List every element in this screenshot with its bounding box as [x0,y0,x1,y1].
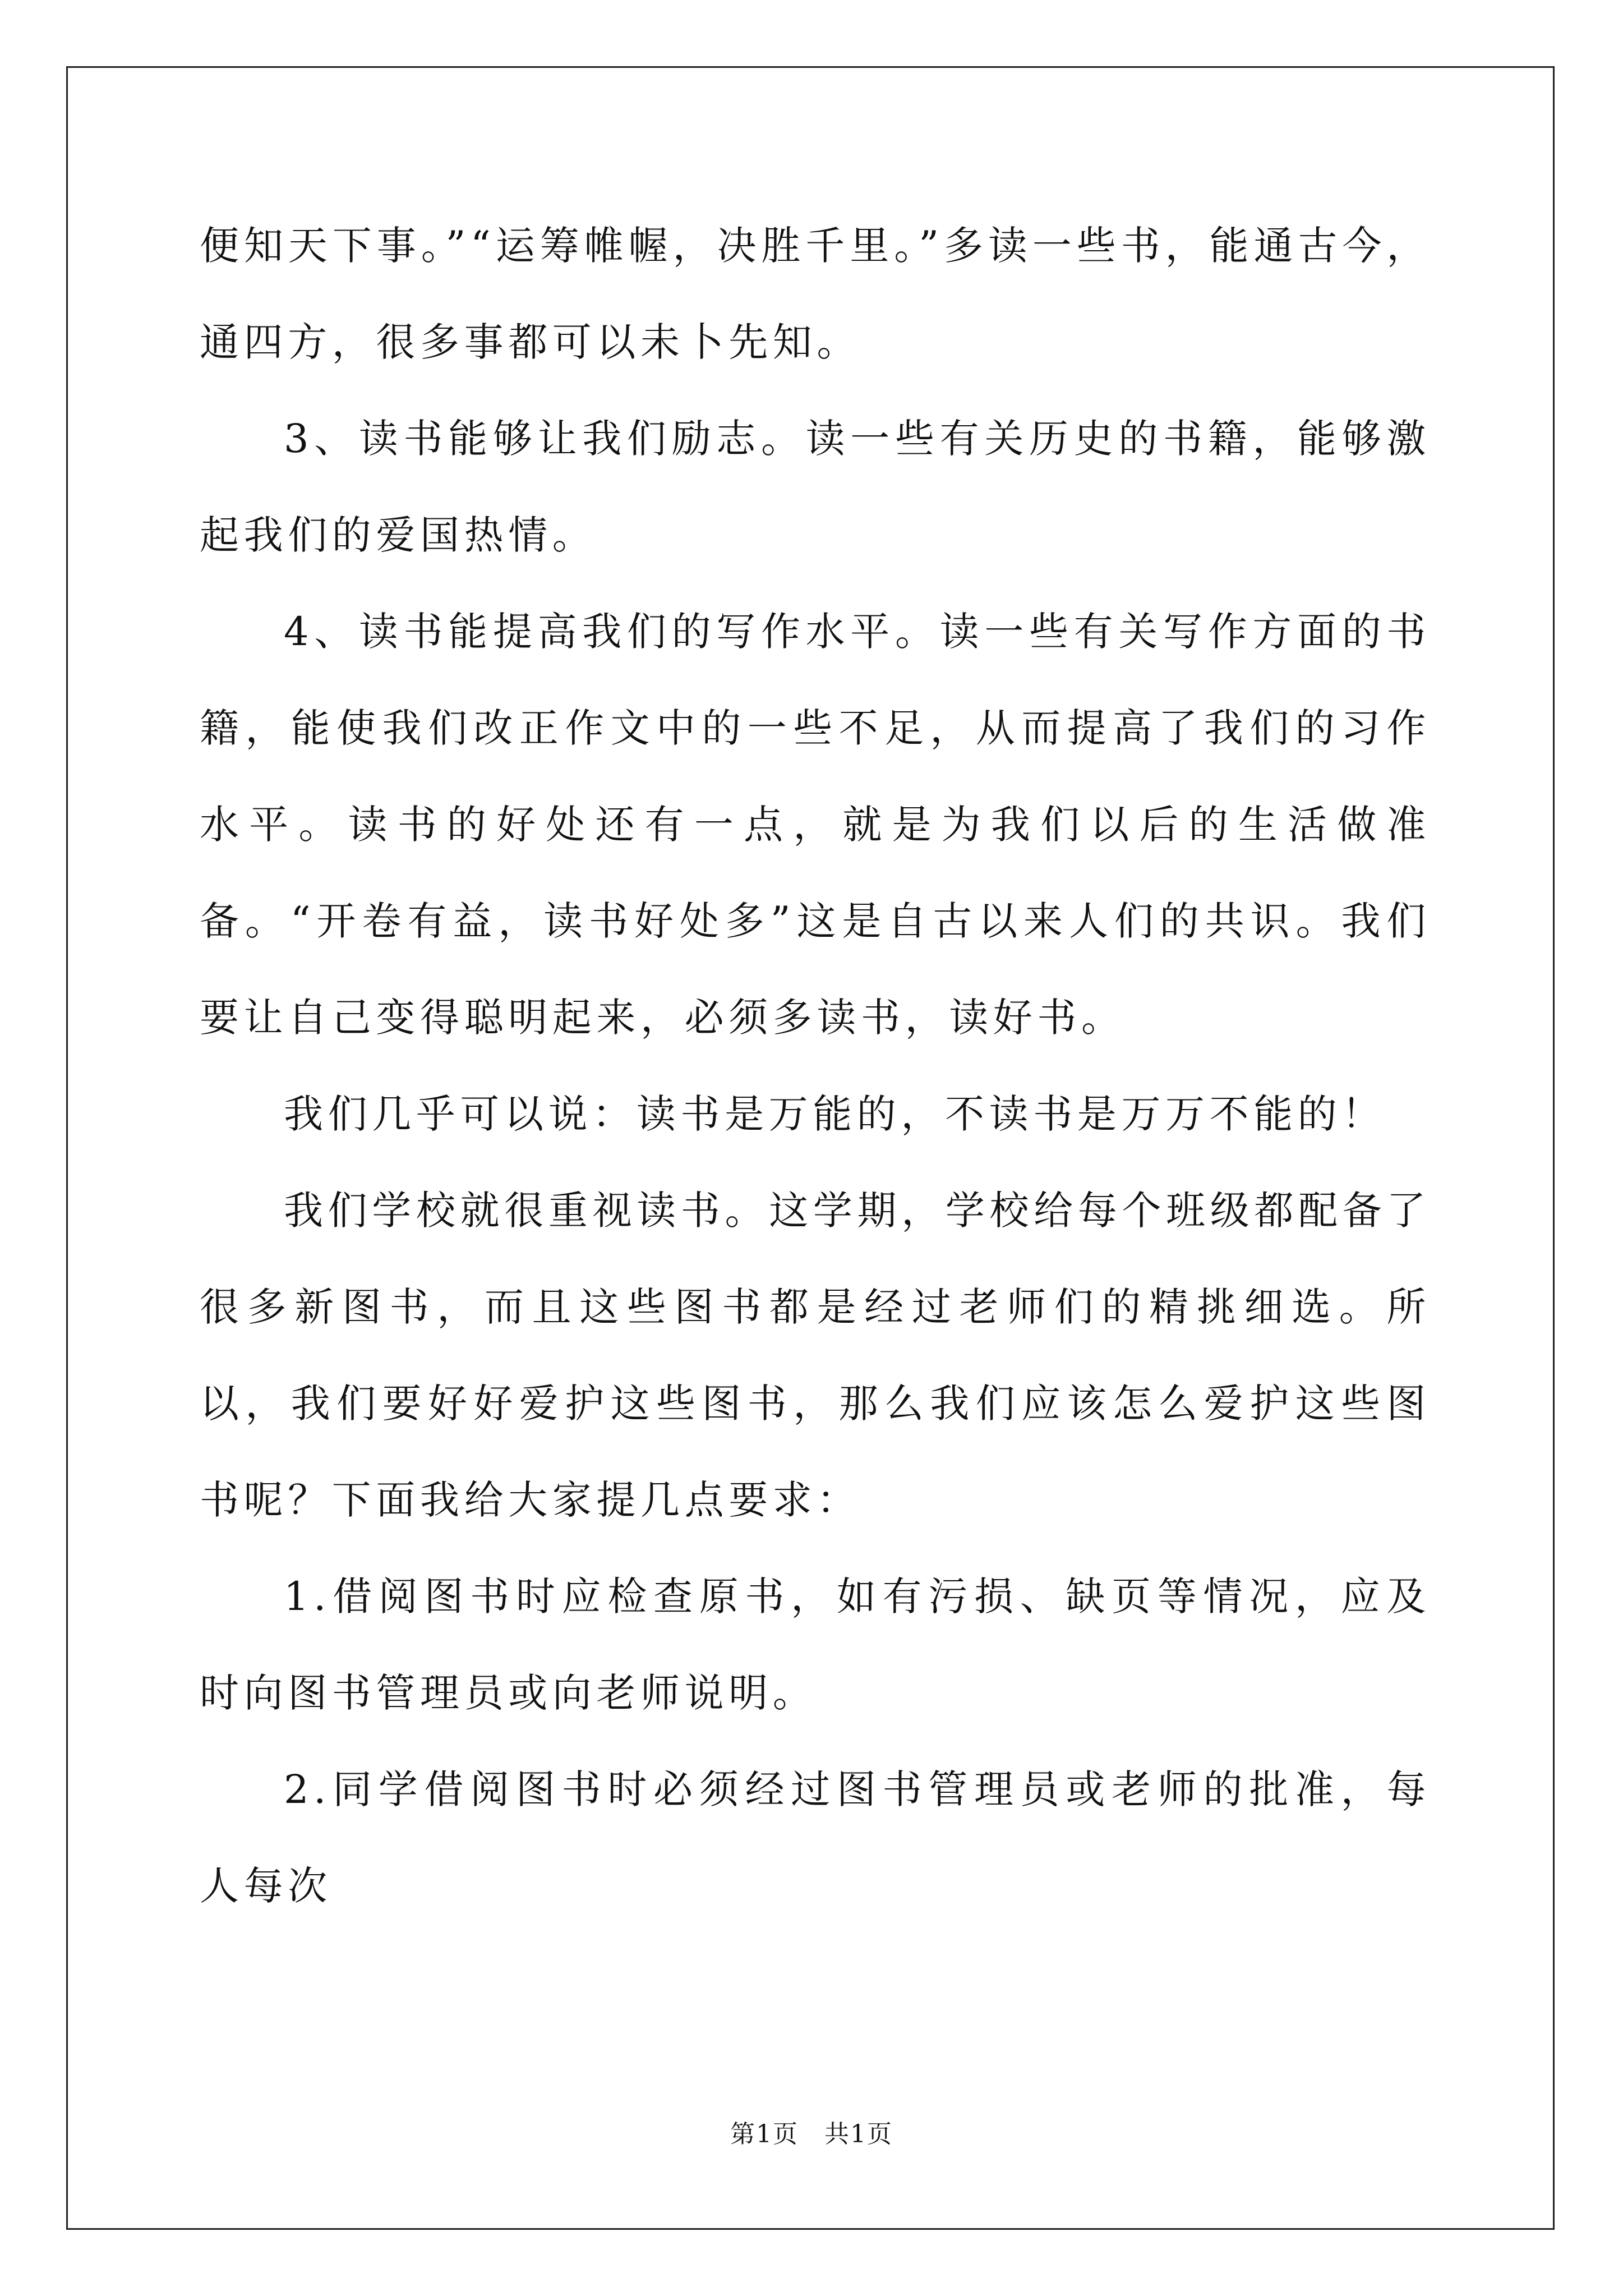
document-body [200,197,1431,1934]
page-number: 第1页 共1页 [730,2120,893,2148]
paragraph: 便知天下事。”“运筹帷幄，决胜千里。”多读一些书，能通古今，通四方，很多事都可以未卜先知。 [200,223,1431,365]
paragraph: 1.借阅图书时应检查原书，如有污损、缺页等情况，应及时向图书管理员或向老师说明。 [200,1573,1431,1716]
paragraph: 我们学校就很重视读书。这学期，学校给每个班级都配备了很多新图书，而且这些图书都是经过老师们的精挑细选。所以，我们要好好爱护这些图书，那么我们应该怎么爱护这些图书呢？下面我给大家提几点要求： [200,1188,1431,1523]
paragraph: 3、读书能够让我们励志。读一些有关历史的书籍，能够激起我们的爱国热情。 [200,416,1431,558]
page-footer [0,2118,1623,2151]
paragraph: 4、读书能提高我们的写作水平。读一些有关写作方面的书籍，能使我们改正作文中的一些不足，从而提高了我们的习作水平。读书的好处还有一点，就是为我们以后的生活做准备。“开卷有益，读书好处多”这是自古以来人们的共识。我们要让自己变得聪明起来，必须多读书，读好书。 [200,609,1431,1041]
paragraph: 我们几乎可以说：读书是万能的，不读书是万万不能的！ [284,1091,1386,1137]
paragraph: 2.同学借阅图书时必须经过图书管理员或老师的批准，每人每次 [200,1766,1431,1909]
